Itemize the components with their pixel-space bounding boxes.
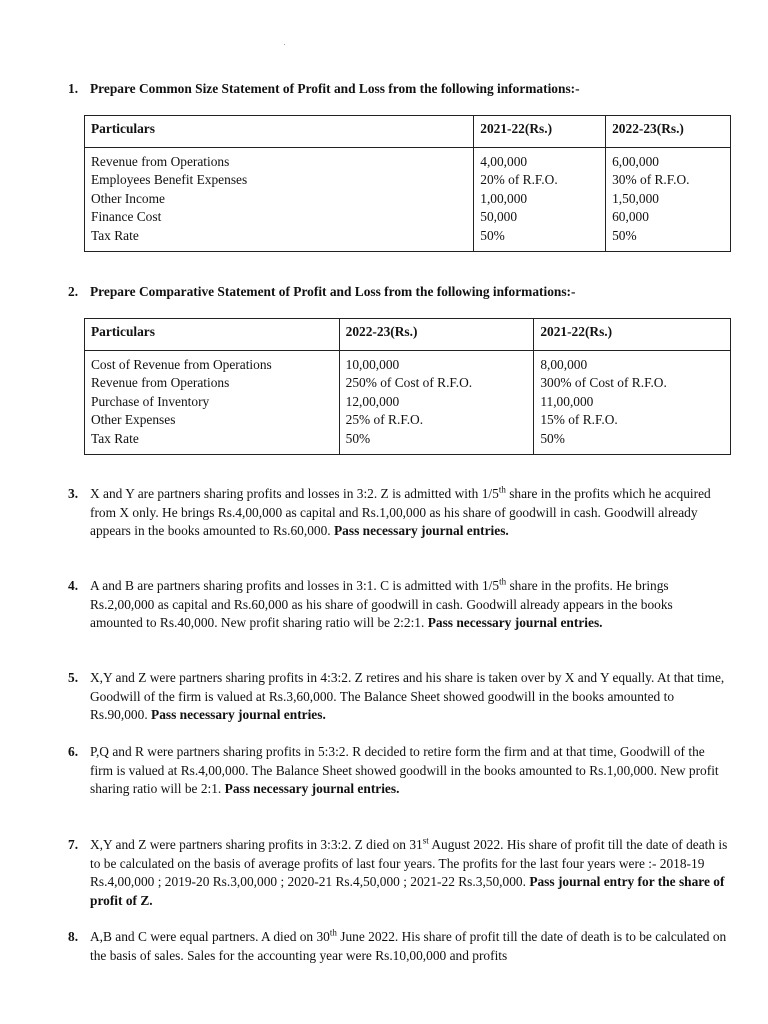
question-text	[90, 669, 728, 725]
text-part: X,Y and Z were partners sharing profits in 4:3:2. Z retires and his share is taken over by X and Y equally. At that time, Goodwill of the firm is valued at Rs.3,60,000. The Balance Sheet showed goodwill in the books amounted to Rs.90,000.	[90, 670, 725, 722]
instruction: Pass journal entry for the share of profit of Z.	[90, 874, 725, 908]
question-2	[68, 283, 728, 302]
col-header: 2021-22(Rs.)	[534, 319, 731, 351]
superscript: th	[329, 927, 337, 938]
text-part: A,B and C were equal partners. A died on 30	[90, 929, 330, 944]
text-part: P,Q and R were partners sharing profits in 5:3:2. R decided to retire form the firm and at that time, Goodwill of the firm is valued at Rs.4,00,000. The Balance Sheet showed goodwill in the books amounted to Rs.1,00,000. New profit sharing ratio will be 2:1.	[90, 744, 719, 796]
table-cell: Cost of Revenue from Operations	[91, 356, 272, 372]
col-header: 2022-23(Rs.)	[606, 116, 731, 148]
table-cell: 6,00,000	[612, 153, 659, 169]
table-cell: 20% of R.F.O.	[480, 172, 558, 187]
col-header: 2021-22(Rs.)	[474, 116, 606, 148]
table-header-row	[85, 319, 731, 351]
table-cell: 8,00,000	[540, 356, 588, 372]
question-number: 5.	[68, 670, 79, 685]
col-header: 2022-23(Rs.)	[339, 319, 534, 351]
table-cell: Tax Rate	[91, 430, 139, 446]
table-cell: 12,00,000	[345, 393, 400, 409]
instruction: Pass necessary journal entries.	[333, 523, 509, 538]
superscript: th	[498, 484, 506, 495]
year-cell	[606, 147, 731, 252]
text-part: August 2022. His share of profit till the date of death is to be calculated on the basis of average profits of last four years. The profits for the last four years were :- 2018-19 Rs.4,00,000 ; 2019-20 Rs.3,00,000 ; 2020-21 Rs.4,50,000 ; 2021-22 Rs.3,50,000.	[90, 837, 728, 889]
question-text	[90, 836, 728, 910]
table-cell: 15% of R.F.O.	[540, 412, 618, 427]
table-cell: 11,00,000	[540, 393, 594, 409]
question-5	[68, 669, 728, 725]
question-number: 3.	[68, 486, 79, 501]
table-cell: Other Expenses	[91, 412, 176, 427]
col-header: Particulars	[85, 319, 340, 351]
question-6	[68, 743, 728, 799]
question-7	[68, 836, 728, 910]
text-part: X and Y are partners sharing profits and losses in 3:2. Z is admitted with 1/5	[90, 486, 499, 501]
superscript: st	[422, 835, 429, 846]
table-cell: Purchase of Inventory	[91, 393, 210, 409]
table-cell: Tax Rate	[91, 227, 139, 243]
question-8	[68, 928, 728, 965]
table-cell: 25% of R.F.O.	[345, 412, 424, 427]
table-cell: 50%	[540, 430, 565, 446]
table-cell: 10,00,000	[345, 356, 400, 372]
question-text	[90, 743, 728, 799]
question-text	[90, 485, 728, 541]
superscript: th	[499, 576, 507, 587]
question-number: 8.	[68, 929, 79, 944]
comparative-table	[84, 318, 731, 455]
table-cell: Finance Cost	[91, 209, 162, 224]
question-heading: Prepare Comparative Statement of Profit and Loss from the following informations:-	[90, 284, 576, 299]
question-text	[90, 928, 728, 965]
question-4	[68, 577, 728, 633]
table-header-row	[85, 116, 731, 148]
table-cell: 30% of R.F.O.	[612, 172, 690, 187]
table-body-row	[85, 350, 731, 455]
table-cell: Revenue from Operations	[91, 153, 230, 169]
question-text	[90, 577, 728, 633]
instruction: Pass necessary journal entries.	[427, 615, 603, 630]
question-1	[68, 80, 728, 99]
table-cell: 1,00,000	[480, 190, 528, 206]
table-cell: 60,000	[612, 209, 649, 224]
table-cell: 50%	[612, 227, 637, 243]
question-number: 4.	[68, 578, 79, 593]
particulars-cell	[85, 350, 340, 455]
particulars-cell	[85, 147, 474, 252]
scan-speck	[284, 44, 285, 45]
table-cell: 250% of Cost of R.F.O.	[345, 375, 473, 390]
col-header: Particulars	[85, 116, 474, 148]
table-cell: 50%	[345, 430, 371, 446]
table-cell: 50%	[480, 227, 505, 243]
table-cell: 4,00,000	[480, 153, 528, 169]
common-size-table	[84, 115, 731, 252]
text-part: X,Y and Z were partners sharing profits in 3:3:2. Z died on 31	[90, 837, 423, 852]
table-cell: Employees Benefit Expenses	[91, 172, 248, 187]
table-cell: Other Income	[91, 190, 165, 206]
instruction: Pass necessary journal entries.	[224, 781, 400, 796]
question-number: 2.	[68, 284, 79, 299]
question-heading: Prepare Common Size Statement of Profit and Loss from the following informations:-	[90, 81, 580, 96]
question-number: 1.	[68, 81, 79, 96]
year-cell	[534, 350, 731, 455]
year-cell	[474, 147, 606, 252]
question-number: 6.	[68, 744, 79, 759]
text-part: June 2022. His share of profit till the date of death is to be calculated on the basis of sales. Sales for the accounting year were Rs.10,00,000 and profits	[90, 929, 727, 963]
text-part: share in the profits. He brings Rs.2,00,000 as capital and Rs.60,000 as his share of goodwill in cash. Goodwill already appears in the books amounted to Rs.40,000. New profit sharing ratio will be 2:2:1.	[90, 578, 673, 630]
table-cell: Revenue from Operations	[91, 375, 230, 390]
text-part: A and B are partners sharing profits and losses in 3:1. C is admitted with 1/5	[90, 578, 500, 593]
instruction: Pass necessary journal entries.	[151, 707, 326, 722]
question-number: 7.	[68, 837, 79, 852]
table-cell: 50,000	[480, 209, 518, 224]
text-part: share in the profits which he acquired from X only. He brings Rs.4,00,000 as capital and Rs.1,00,000 as his share of goodwill in cash. Goodwill already appears in the books amounted to Rs.60,000.	[90, 486, 711, 538]
table-cell: 1,50,000	[612, 190, 659, 206]
year-cell	[339, 350, 534, 455]
table-body-row	[85, 147, 731, 252]
question-3	[68, 485, 728, 541]
table-cell: 300% of Cost of R.F.O.	[540, 375, 667, 390]
